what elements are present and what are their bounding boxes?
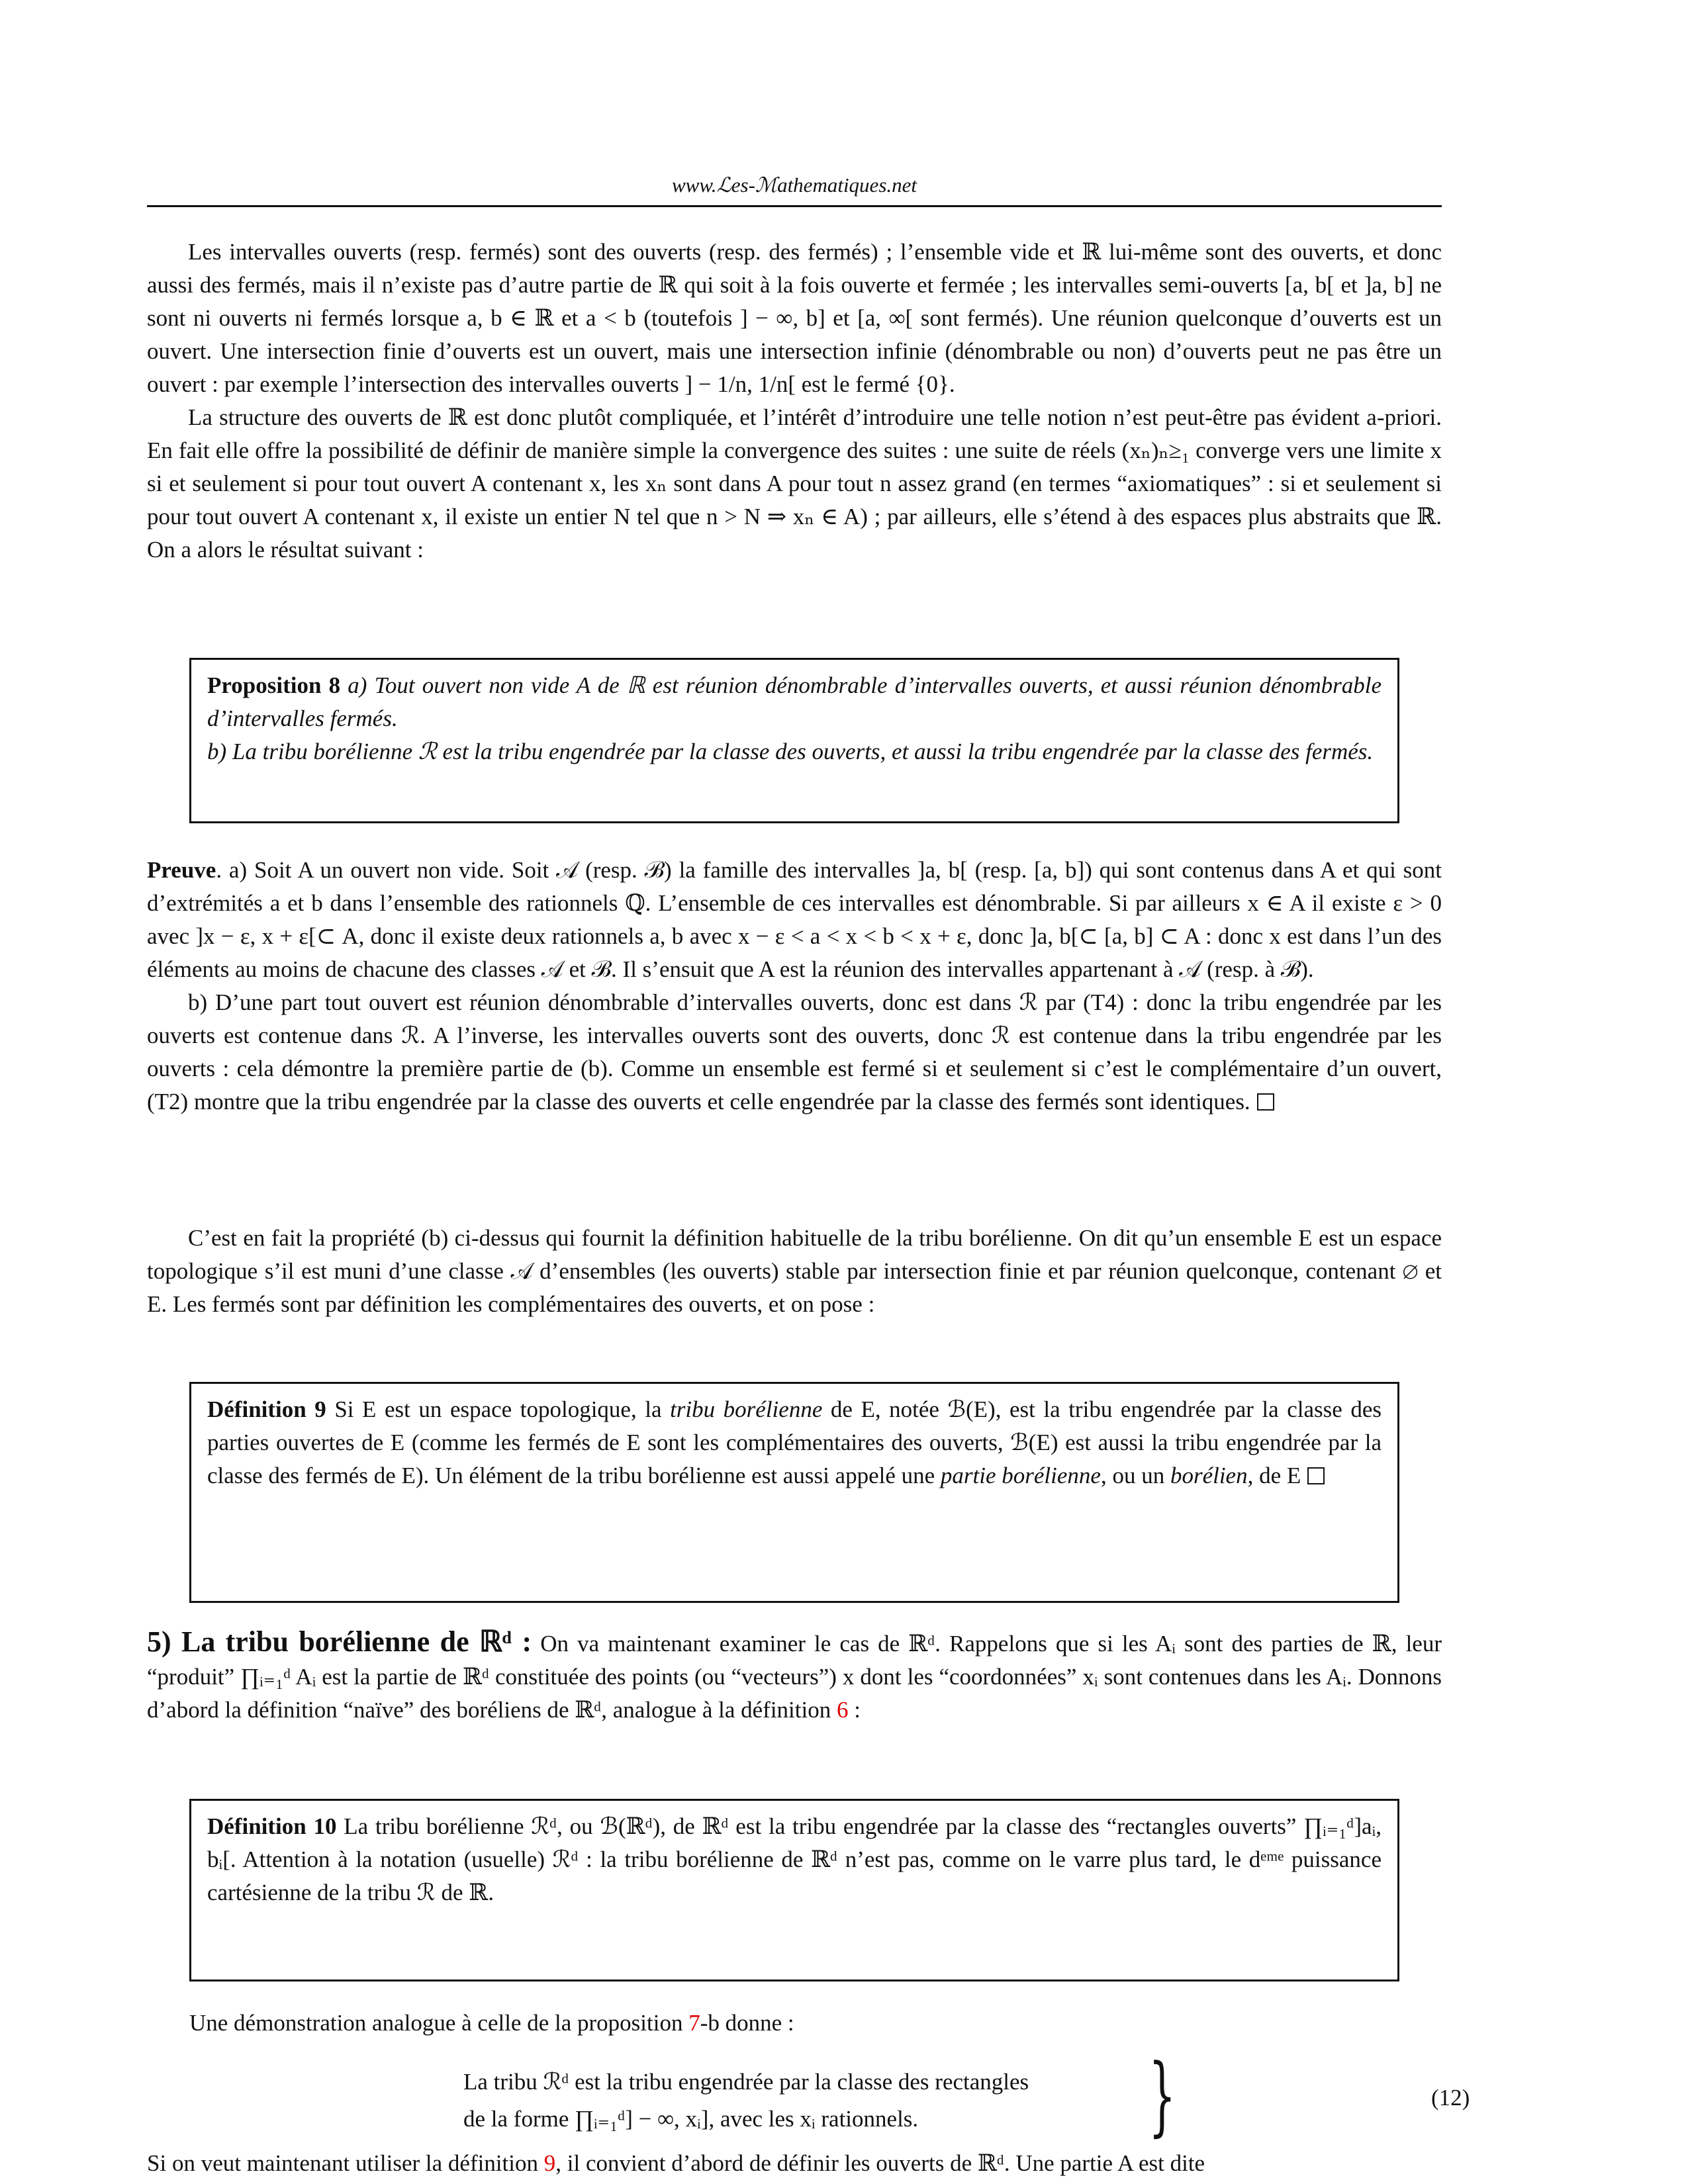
paragraph-topology: C’est en fait la propriété (b) ci-dessus qui fournit la définition habituelle de la tribu borélienne. On dit qu’un ensemble E est un espace topologique s’il est muni d’une classe 𝒜 d’ensembles (les ouverts) stable par intersection finie et par réunion quelconque, contenant ∅ et E. Les fermés sont par définition les complémentaires des ouverts, et on pose : bbox=[147, 1225, 1442, 1317]
equation-line-2: de la forme ∏ᵢ₌₁ᵈ] − ∞, xᵢ], avec les xᵢ rationnels. bbox=[463, 2106, 919, 2132]
paragraph-analogue-text: Une démonstration analogue à celle de la proposition bbox=[189, 2010, 689, 2036]
definition-9-link[interactable]: 9 bbox=[543, 2150, 556, 2176]
proposition-part-a: a) Tout ouvert non vide A de ℝ est réunion dénombrable d’intervalles ouverts, et aussi réunion dénombrable d’intervalles fermés. bbox=[207, 672, 1382, 731]
proposition-label: Proposition 8 bbox=[207, 672, 341, 698]
equation-12 bbox=[463, 2064, 1158, 2138]
definition-label: Définition 9 bbox=[207, 1396, 326, 1422]
definition-9-text-3: , ou un bbox=[1100, 1463, 1170, 1488]
header-rule bbox=[147, 205, 1442, 207]
paragraph-open-sets: Les intervalles ouverts (resp. fermés) sont des ouverts (resp. des fermés) ; l’ensemble vide et ℝ lui-même sont des ouverts, et donc aussi des fermés, mais il n’existe pas d’autre partie de ℝ qui soit à la fois ouverte et fermée ; les intervalles semi-ouverts [a, b[ et ]a, b] ne sont ni ouverts ni fermés lorsque a, b ∈ ℝ et a < b (toutefois ] − ∞, b] et [a, ∞[ sont fermés). Une réunion quelconque d’ouverts est un ouvert. Une intersection finie d’ouverts est un ouvert, mais une intersection infinie (dénombrable ou non) d’ouverts peut ne pas être un ouvert : par exemple l’intersection des intervalles ouverts ] − 1/n, 1/n[ est le fermé {0}. bbox=[147, 239, 1442, 397]
section-title: 5) La tribu borélienne de ℝᵈ : bbox=[147, 1625, 532, 1658]
section-5-text-end: : bbox=[848, 1697, 861, 1723]
proof-label: Preuve bbox=[147, 857, 216, 883]
page-header: www.ℒes-ℳathematiques.net bbox=[671, 173, 917, 197]
proposition-part-b: b) La tribu borélienne ℛ est la tribu engendrée par la classe des ouverts, et aussi la tribu engendrée par la classe des fermés. bbox=[207, 739, 1374, 764]
paragraph-definition-9 bbox=[147, 2147, 1442, 2180]
paragraph-convergence: La structure des ouverts de ℝ est donc plutôt compliquée, et l’intérêt d’introduire une telle notion n’est peut-être pas évident a-priori. En fait elle offre la possibilité de définir de manière simple la convergence des suites : une suite de réels (xₙ)ₙ≥₁ converge vers une limite x si et seulement si pour tout ouvert A contenant x, les xₙ sont dans A pour tout n assez grand (en termes “axiomatiques” : si et seulement si pour tout ouvert A contenant x, il existe un entier N tel que n > N ⇒ xₙ ∈ A) ; par ailleurs, elle s’étend à des espaces plus abstraits que ℝ. On a alors le résultat suivant : bbox=[147, 404, 1442, 563]
paragraph-def9-end: , il convient d’abord de définir les ouverts de ℝᵈ. Une partie A est dite bbox=[555, 2150, 1205, 2176]
definition-9-term-borelien: borélien bbox=[1170, 1463, 1248, 1488]
right-brace-icon: } bbox=[1149, 2045, 1176, 2146]
definition-label: Définition 10 bbox=[207, 1813, 337, 1839]
equation-number: (12) bbox=[1431, 2085, 1470, 2111]
proof-part-a: . a) Soit A un ouvert non vide. Soit 𝒜 (resp. ℬ) la famille des intervalles ]a, b[ (resp. [a, b]) qui sont contenus dans A et qui sont d’extrémités a et b dans l’ensemble des rationnels ℚ. L’ensemble de ces intervalles est dénombrable. Si par ailleurs x ∈ A il existe ε > 0 avec ]x − ε, x + ε[⊂ A, donc il existe deux rationnels a, b avec x − ε < a < x < b < x + ε, donc ]a, b[⊂ [a, b] ⊂ A : donc x est dans l’un des éléments au moins de chacune des classes 𝒜 et ℬ. Il s’ensuit que A est la réunion des intervalles appartenant à 𝒜 (resp. à ℬ). bbox=[147, 857, 1442, 982]
proof-block bbox=[147, 854, 1442, 1118]
proposition-7-link[interactable]: 7 bbox=[688, 2010, 700, 2036]
definition-9-text-4: , de E bbox=[1247, 1463, 1301, 1488]
section-5 bbox=[147, 1625, 1442, 1727]
proof-part-b: b) D’une part tout ouvert est réunion dénombrable d’intervalles ouverts, donc est dans ℛ par (T4) : donc la tribu engendrée par les ouverts est contenue dans ℛ. A l’inverse, les intervalles ouverts sont des ouverts, donc ℛ est contenue dans la tribu engendrée par les ouverts : cela démontre la première partie de (b). Comme un ensemble est fermé si et seulement si c’est le complémentaire d’un ouvert, (T2) montre que la tribu engendrée par la classe des ouverts et celle engendrée par la classe des fermés sont identiques. bbox=[147, 989, 1442, 1115]
qed-square-icon bbox=[1307, 1467, 1325, 1484]
equation-line-1: La tribu ℛᵈ est la tribu engendrée par la classe des rectangles bbox=[463, 2069, 1029, 2095]
definition-9-term-tribu: tribu borélienne bbox=[670, 1396, 823, 1422]
intro-text bbox=[147, 236, 1442, 567]
definition-10-text: La tribu borélienne ℛᵈ, ou ℬ(ℝᵈ), de ℝᵈ est la tribu engendrée par la classe des “rectangles ouverts” ∏ᵢ₌₁ᵈ]aᵢ, bᵢ[. Attention à la notation (usuelle) ℛᵈ : la tribu borélienne de ℝᵈ n’est pas, comme on le varre plus tard, le dᵉᵐᵉ puissance cartésienne de la tribu ℛ de ℝ. bbox=[207, 1813, 1382, 1905]
paragraph-analogue bbox=[189, 2007, 1442, 2040]
definition-9-box bbox=[189, 1382, 1399, 1603]
definition-10-box bbox=[189, 1799, 1399, 1981]
proposition-8-box bbox=[189, 658, 1399, 823]
qed-square-icon bbox=[1257, 1093, 1274, 1111]
definition-9-text-1: Si E est un espace topologique, la bbox=[334, 1396, 671, 1422]
definition-9-text-2: de E, notée ℬ(E), est la tribu engendrée par la classe des parties ouvertes de E (comme les fermés de E sont les complémentaires des ouverts, ℬ(E) est aussi la tribu engendrée par la classe des fermés de E). Un élément de la tribu borélienne est aussi appelé une bbox=[207, 1396, 1382, 1488]
paragraph-analogue-end: -b donne : bbox=[700, 2010, 794, 2036]
definition-6-link[interactable]: 6 bbox=[836, 1697, 849, 1723]
paragraph-def9-text: Si on veut maintenant utiliser la définition bbox=[147, 2150, 544, 2176]
section-5-text: On va maintenant examiner le cas de ℝᵈ. Rappelons que si les Aᵢ sont des parties de ℝ, leur “produit” ∏ᵢ₌₁ᵈ Aᵢ est la partie de ℝᵈ constituée des points (ou “vecteurs”) x dont les “coordonnées” xᵢ sont contenues dans les Aᵢ. Donnons d’abord la définition “naïve” des boréliens de ℝᵈ, analogue à la définition bbox=[147, 1631, 1442, 1723]
definition-9-term-partie: partie borélienne bbox=[940, 1463, 1101, 1488]
